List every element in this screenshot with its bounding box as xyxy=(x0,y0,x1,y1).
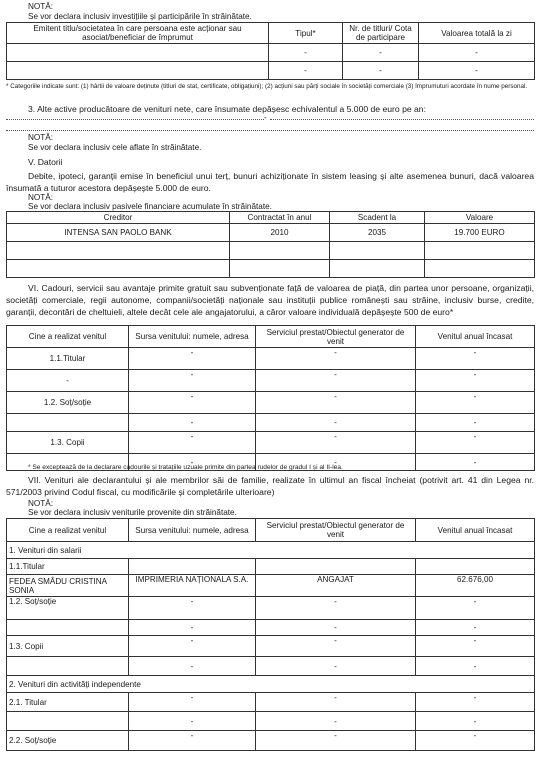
cell: - xyxy=(129,414,256,432)
row-label-titular: 1.1.Titular xyxy=(7,559,129,575)
section3-text: 3. Alte active producătoare de venituri nete, care însumate depășesc echivalentul a 5.000 de euro pe an: xyxy=(28,104,426,114)
due-cell: 2035 xyxy=(330,224,425,242)
header-amount: Valoare xyxy=(425,212,535,224)
table-row xyxy=(7,657,535,676)
cell: - xyxy=(416,454,535,471)
cell xyxy=(7,260,230,278)
table-row xyxy=(7,597,535,620)
table-row xyxy=(7,392,535,414)
row-label-titular2: 2.1. Titular xyxy=(7,693,129,712)
section5-text: Debite, ipoteci, garanții emise în beneficiul unui terț, bunuri achiziționate în sistem leasing și alte asemenea bunuri, dacă valoarea însumată a tuturor acestora depășește 5.000 de euro. xyxy=(6,171,534,193)
table-row xyxy=(7,432,535,454)
cell: - xyxy=(343,62,419,80)
earner-name: FEDEA SMÂDU CRISTINA SONIA xyxy=(7,575,129,597)
row-label: 1.3. Copii xyxy=(7,432,129,454)
row-label: 1.2. Soț/soție xyxy=(7,392,129,414)
cell: - xyxy=(256,432,416,454)
cell xyxy=(425,260,535,278)
cell: - xyxy=(419,62,535,80)
cell: - xyxy=(256,414,416,432)
cell: - xyxy=(129,620,256,636)
header-contracted: Contractat în anul xyxy=(230,212,330,224)
cell: - xyxy=(416,657,535,676)
income-cell: 62.676,00 xyxy=(416,575,535,597)
row-label-spouse2: 2.2. Soț/soție xyxy=(7,731,129,751)
section5-title: V. Datorii xyxy=(28,157,63,167)
cell xyxy=(129,559,256,575)
cell: - xyxy=(256,712,416,731)
section3-note-label: NOTĂ: xyxy=(28,133,54,142)
header-type: Tipul* xyxy=(269,23,343,44)
section7-note-label: NOTĂ: xyxy=(28,499,54,508)
note-label: NOTĂ: xyxy=(28,2,54,11)
cell xyxy=(7,242,230,260)
section5-note-label: NOTĂ: xyxy=(28,193,54,202)
cell xyxy=(7,712,129,731)
header-due: Scadent la xyxy=(330,212,425,224)
cell: - xyxy=(416,432,535,454)
cell xyxy=(230,260,330,278)
table-row xyxy=(7,620,535,636)
cell: - xyxy=(416,370,535,392)
section7-text: VII. Venituri ale declarantului și ale membrilor săi de familie, realizate în ultimul an fiscal încheiat (potrivit art. 41 din Legea nr. 571/2003 privind Codul fiscal, cu modificările și completările ulterioare) xyxy=(6,475,534,497)
row-label: - xyxy=(7,370,129,392)
section7-note-text: Se vor declara inclusiv veniturile provenite din străinătate. xyxy=(28,508,237,517)
cell: - xyxy=(416,712,535,731)
creditor-cell: INTENSA SAN PAOLO BANK xyxy=(7,224,230,242)
cell: - xyxy=(256,731,416,751)
table-row xyxy=(7,44,535,62)
cell: - xyxy=(129,712,256,731)
table-row xyxy=(7,242,535,260)
header-creditor: Creditor xyxy=(7,212,230,224)
table-row xyxy=(7,414,535,432)
cell xyxy=(7,62,269,80)
header-shares: Nr. de titluri/ Cota de participare xyxy=(343,23,419,44)
cell: - xyxy=(256,392,416,414)
cell xyxy=(416,559,535,575)
table-row xyxy=(7,348,535,370)
cell: - xyxy=(129,693,256,712)
row-label-spouse: 1.2. Soț/soție xyxy=(7,597,129,620)
cell: - xyxy=(129,432,256,454)
header-income: Venitul anual încasat xyxy=(416,519,535,542)
dotted-line xyxy=(6,130,534,131)
cell: - xyxy=(256,657,416,676)
service-cell: ANGAJAT xyxy=(256,575,416,597)
dotted-line xyxy=(6,119,264,120)
cell: - xyxy=(416,597,535,620)
note-text: Se vor declara inclusiv investițiile și participările în străinătate. xyxy=(28,12,252,21)
cell: - xyxy=(256,348,416,370)
cell: - xyxy=(256,620,416,636)
table-row xyxy=(7,224,535,242)
section5-note-text: Se vor declara inclusiv pasivele financiare acumulate în străinătate. xyxy=(28,202,272,211)
categories-footnote: * Categoriile indicate sunt: (1) hârtii de valoare deținute (titluri de stat, certificate, obligațiuni); (2) acțiuni sau părți sociale în societăți comerciale (3) împrumuturi acordate în nume personal. xyxy=(6,83,528,90)
section3-note-text: Se vor declara inclusiv cele aflate în străinătate. xyxy=(28,143,202,152)
table-row xyxy=(7,62,535,80)
table-row xyxy=(7,575,535,597)
cell: - xyxy=(256,693,416,712)
cell xyxy=(230,242,330,260)
header-source: Sursa venitului: numele, adresa xyxy=(129,519,256,542)
header-who: Cine a realizat venitul xyxy=(7,519,129,542)
cell: - xyxy=(416,348,535,370)
cell: - xyxy=(129,731,256,751)
table-row xyxy=(7,636,535,657)
cell: - xyxy=(269,62,343,80)
investments-table xyxy=(6,22,535,80)
section6-text: VI. Cadouri, servicii sau avantaje primite gratuit sau subvenționate față de valoarea de piață, din partea unor persoane, organizații, societăți comerciale, regii autonome, companii/societăți naționale sau instituții publice românești sau străine, inclusiv burse, credite, garanții, decontări de cheltuieli, altele decât cele ale angajatorului, a căror valoare individuală depășește 500 de euro* xyxy=(6,283,534,317)
source-cell: IMPRIMERIA NAȚIONALA S.A. xyxy=(129,575,256,597)
cell xyxy=(330,242,425,260)
cell: - xyxy=(129,370,256,392)
cell: - xyxy=(256,454,416,471)
cell: - xyxy=(343,44,419,62)
cell xyxy=(7,44,269,62)
cell: - xyxy=(129,597,256,620)
cell: - xyxy=(416,693,535,712)
table-row xyxy=(7,370,535,392)
debts-table xyxy=(6,211,535,278)
header-service: Serviciul prestat/Obiectul generator de venit xyxy=(256,519,416,542)
dotted-separator: - xyxy=(264,113,267,122)
group-independent: 2. Venituri din activități independente xyxy=(7,676,535,693)
cell: - xyxy=(129,636,256,657)
cell: - xyxy=(416,636,535,657)
cell: - xyxy=(129,392,256,414)
gifts-table xyxy=(6,325,535,471)
cell: - xyxy=(256,636,416,657)
cell: - xyxy=(129,454,256,471)
header-issuer: Emitent titlu/societatea în care persoana este acționar sau asociat/beneficiar de împrumut xyxy=(7,23,269,44)
cell: - xyxy=(129,657,256,676)
header-service: Serviciul prestat/Obiectul generator de venit xyxy=(256,326,416,348)
header-income: Venitul anual încasat xyxy=(416,326,535,348)
cell: - xyxy=(269,44,343,62)
cell: - xyxy=(416,620,535,636)
row-label: 1.1.Titular xyxy=(7,348,129,370)
header-source: Sursa venitului: numele, adresa xyxy=(129,326,256,348)
cell xyxy=(425,242,535,260)
cell: - xyxy=(416,731,535,751)
year-cell: 2010 xyxy=(230,224,330,242)
gifts-footnote: * Se exceptează de la declarare cadourile și tratațiile uzuale primite din partea rudelor de gradul I și al II-lea. xyxy=(28,464,343,471)
amount-cell: 19.700 EURO xyxy=(425,224,535,242)
table-row xyxy=(7,693,535,712)
cell: - xyxy=(419,44,535,62)
cell xyxy=(330,260,425,278)
cell xyxy=(256,559,416,575)
income-table xyxy=(6,518,535,751)
cell: - xyxy=(416,414,535,432)
cell: - xyxy=(256,370,416,392)
table-row xyxy=(7,260,535,278)
cell: - xyxy=(256,597,416,620)
header-who: Cine a realizat venitul xyxy=(7,326,129,348)
cell xyxy=(7,620,129,636)
row-label xyxy=(7,414,129,432)
table-row xyxy=(7,731,535,751)
cell: - xyxy=(129,348,256,370)
table-row xyxy=(7,712,535,731)
cell xyxy=(7,657,129,676)
dotted-line xyxy=(270,119,534,120)
header-value: Valoarea totală la zi xyxy=(419,23,535,44)
cell: - xyxy=(416,392,535,414)
row-label-children: 1.3. Copii xyxy=(7,636,129,657)
group-salaries: 1. Venituri din salarii xyxy=(7,542,535,559)
